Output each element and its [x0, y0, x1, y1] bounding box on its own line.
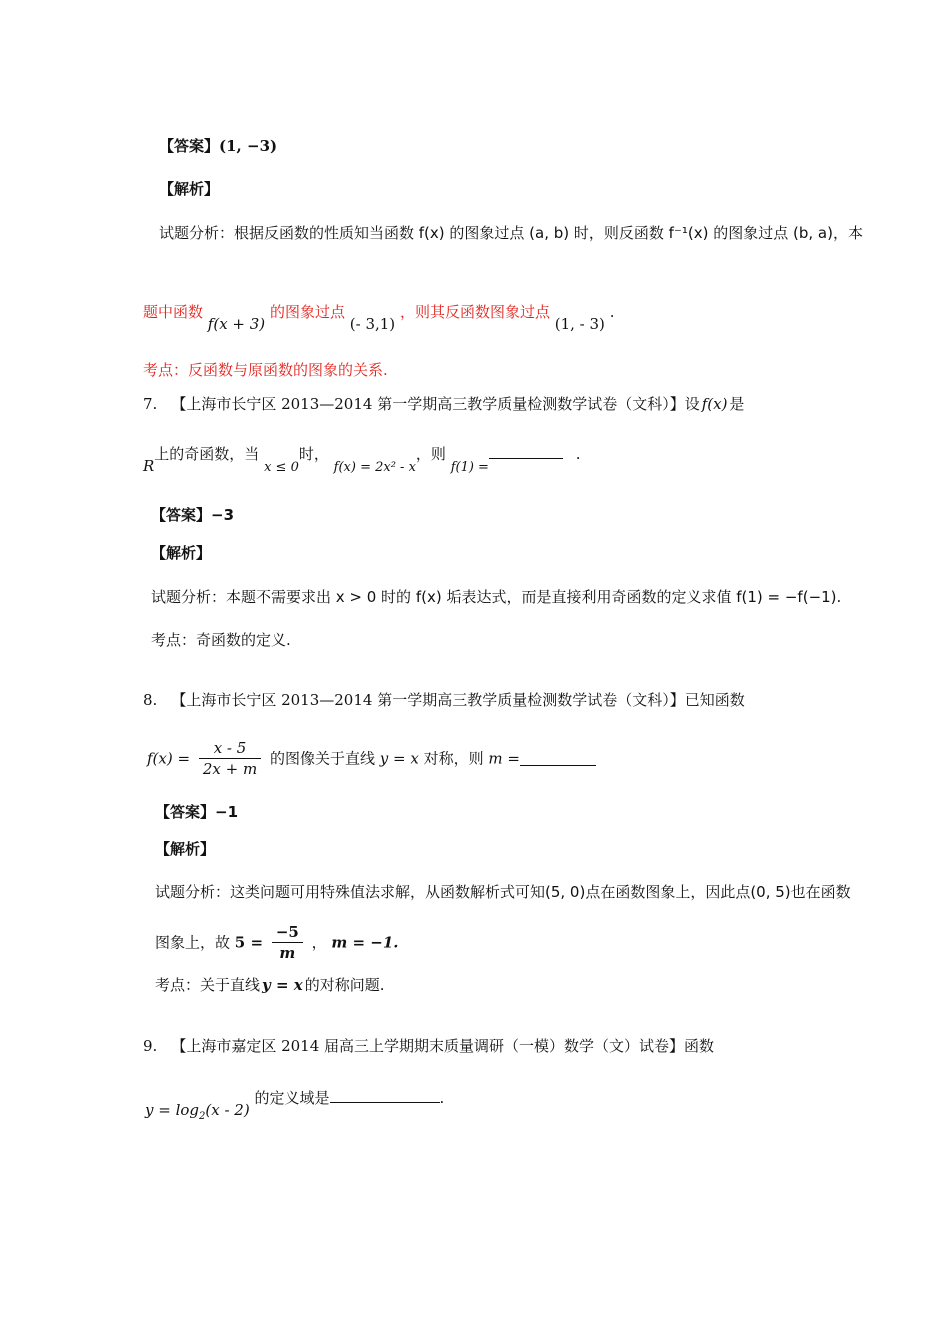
- q7-kaodian: 考点：奇函数的定义.: [151, 631, 291, 649]
- question-source: 【上海市长宁区 2013—2014 第一学期高三教学质量检测数学试卷（文科）】设: [171, 395, 700, 413]
- q8-kaodian: [155, 975, 384, 995]
- period: .: [575, 445, 581, 463]
- q6-answer: [159, 136, 277, 156]
- fraction: [199, 738, 261, 779]
- q8-stem: [147, 738, 596, 779]
- q9-stem: [145, 1088, 445, 1122]
- q6-analysis-continuation: [143, 302, 615, 333]
- fraction-numerator: x - 5: [199, 738, 261, 759]
- q8-source: [143, 690, 745, 710]
- q7-answer: [151, 505, 234, 525]
- fraction: [272, 922, 303, 963]
- math-point: (- 3,1): [349, 315, 396, 333]
- math-expr: f(x + 3): [207, 315, 266, 333]
- answer-value: (1, −3): [219, 137, 278, 155]
- answer-blank: [330, 1088, 440, 1103]
- text: 的图象过点: [269, 303, 345, 321]
- text: 对称，则: [423, 749, 484, 768]
- answer-label: 【答案】: [155, 803, 216, 821]
- answer-value: −3: [211, 506, 235, 524]
- answer-value: −1: [215, 803, 239, 821]
- math-f1: f(1) =: [450, 460, 489, 475]
- text: 时，: [298, 445, 329, 463]
- fraction-denominator: m: [279, 944, 296, 962]
- q8-analysis-label: 【解析】: [155, 840, 216, 858]
- math-y: y = log: [145, 1101, 200, 1119]
- text: 题中函数: [143, 303, 204, 321]
- text: 是: [729, 395, 745, 413]
- math-eq: y = x: [262, 976, 303, 994]
- text: 考点：关于直线: [155, 976, 261, 994]
- q7-analysis-label: 【解析】: [151, 544, 212, 562]
- question-source: 【上海市嘉定区 2014 届高三上学期期末质量调研（一模）数学（文）试卷】函数: [171, 1037, 715, 1055]
- q7-stem: [143, 444, 581, 475]
- fraction-numerator: −5: [272, 922, 303, 943]
- math-m: m =: [488, 749, 520, 768]
- answer-label: 【答案】: [159, 137, 220, 155]
- q9-source: [143, 1036, 714, 1056]
- text: 图象上，故: [155, 933, 231, 952]
- question-source: 【上海市长宁区 2013—2014 第一学期高三教学质量检测数学试卷（文科）】已知函数: [171, 691, 745, 709]
- q7-analysis-text: 试题分析：本题不需要求出 x > 0 时的 f(x) 垢表达式，而是直接利用奇函数的定义求值 f(1) = −f(−1).: [151, 588, 842, 606]
- answer-blank: [489, 444, 563, 459]
- math-R: R: [143, 457, 155, 475]
- question-number: 7.: [143, 395, 158, 413]
- text: 的对称问题.: [304, 976, 385, 994]
- question-number: 9.: [143, 1037, 158, 1055]
- fraction-denominator: 2x + m: [202, 760, 258, 778]
- text: ，: [311, 933, 327, 952]
- text: 的定义域是: [254, 1089, 330, 1107]
- q8-answer: [155, 802, 238, 822]
- math-5: 5 =: [234, 933, 264, 952]
- text: ，则其反函数图象过点: [399, 303, 550, 321]
- q6-analysis-text: 试题分析：根据反函数的性质知当函数 f(x) 的图象过点 (a, b) 时，则反函数 f⁻¹(x) 的图象过点 (b, a)，本: [159, 224, 863, 242]
- answer-blank: [520, 751, 596, 766]
- text: 的图像关于直线: [269, 749, 375, 768]
- math-m: m = −1.: [331, 933, 399, 952]
- math-arg: (x - 2): [205, 1101, 250, 1119]
- q7-source: [143, 394, 744, 414]
- q8-analysis-text: 试题分析：这类问题可用特殊值法求解，从函数解析式可知(5, 0)点在函数图象上，因此点(0, 5)也在函数: [155, 883, 851, 901]
- period: .: [439, 1089, 445, 1107]
- text: ，则: [415, 445, 446, 463]
- text: 上的奇函数，当: [154, 445, 260, 463]
- answer-label: 【答案】: [151, 506, 212, 524]
- math-expr: f(x) = 2x² - x: [333, 460, 416, 475]
- q8-analysis-continuation: [155, 922, 399, 963]
- period: .: [609, 303, 615, 321]
- math-point: (1, - 3): [554, 315, 605, 333]
- q6-analysis-label: 【解析】: [159, 180, 220, 198]
- log-base: 2: [199, 1111, 206, 1122]
- math-expr: f(x): [701, 395, 728, 413]
- question-number: 8.: [143, 691, 158, 709]
- math-line: y = x: [379, 749, 419, 768]
- math-cond: x ≤ 0: [264, 460, 299, 475]
- q6-kaodian: 考点：反函数与原函数的图象的关系.: [143, 361, 388, 379]
- math-f: f(x) =: [147, 749, 191, 768]
